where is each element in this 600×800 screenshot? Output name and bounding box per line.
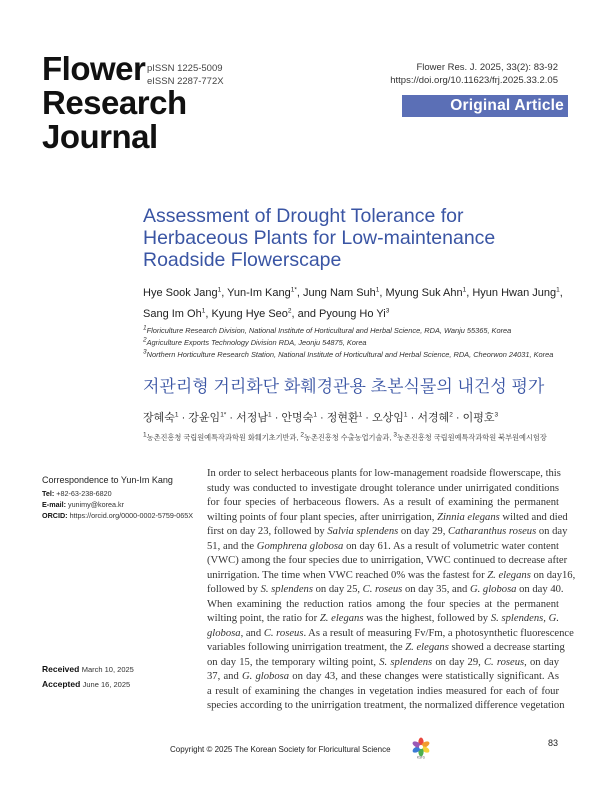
abstract xyxy=(207,467,576,714)
species-name: globosa xyxy=(207,627,241,639)
issn-block xyxy=(147,62,224,88)
affil-text: 농촌진흥청 국립원예특작과학원 북부원예시험장 xyxy=(396,433,547,442)
abstract-line: wilting points of four plant species, after unirrigation, Zinnia elegans wilted and died xyxy=(207,511,568,523)
affiliation xyxy=(143,349,583,361)
affil-text: Floriculture Research Division, National Institute of Horticultural and Herbal Science, RDA, Wanju 55365, Korea xyxy=(146,326,512,335)
author: Myung Suk Ahn xyxy=(385,287,463,299)
species-name: G. globosa xyxy=(469,584,517,595)
orcid-link[interactable]: https://orcid.org/0000-0002-5759-065X xyxy=(69,511,194,520)
affiliations-en xyxy=(143,325,583,361)
author-sup: 1 xyxy=(201,307,206,315)
corr-tel xyxy=(42,488,192,499)
abstract-line: (VWC) among the four species due to unirrigation, VWC continued to decrease after xyxy=(207,555,568,566)
authors-line: Sang Im Oh$^1$, Kyung Hye Seo$^2$, and Pyoung Ho Yi$^3$ xyxy=(143,307,390,320)
author-kr: 정현환 xyxy=(326,412,359,424)
author: Pyoung Ho Yi xyxy=(319,308,386,320)
abstract-line: 51, and the Gomphrena globosa on day 61. As a result of volumetric water content xyxy=(207,540,560,552)
abstract-line: first on day 23, followed by Salvia splendens on day 29, Catharanthus roseus on day xyxy=(207,526,568,537)
species-name: G. globosa xyxy=(241,671,290,682)
species-name: Catharanthus roseus xyxy=(448,526,537,537)
authors-kr: 장혜숙$^1$ · 강윤임$^{1*}$ · 서정남$^1$ · 안명숙$^1$ · 정현환$^1$ · 오상임$^1$ · 서경혜$^2$ · 이평호$^3$ xyxy=(143,411,499,424)
author-kr: 오상임 xyxy=(372,412,404,424)
tel-label: Tel: xyxy=(42,489,55,498)
author: Sang Im Oh xyxy=(143,308,202,320)
logo-text: KSFS xyxy=(417,755,425,759)
species-name: C. roseus xyxy=(362,584,403,595)
author-sup: 1 xyxy=(174,411,179,419)
author-sup: 2 xyxy=(449,411,453,419)
citation: Flower Res. J. 2025, 33(2): 83-92 xyxy=(416,62,558,73)
affil-text: 농촌진흥청 수출농업기술과, xyxy=(304,433,394,442)
journal-name-line: Research xyxy=(42,84,187,121)
abstract-line: a result of examining the changes in vegetation indies measured for each of four xyxy=(207,685,559,697)
abstract-line: on day 15, the temporary wilting point, S. splendens on day 29, C. roseus, on day xyxy=(207,656,560,668)
title-line: Assessment of Drought Tolerance for xyxy=(143,205,464,227)
page-number: 83 xyxy=(547,738,558,748)
society-logo-icon xyxy=(410,737,432,759)
article-type-banner: Original Article xyxy=(402,95,568,117)
author-kr: 서경혜 xyxy=(417,412,450,424)
affiliation xyxy=(143,337,583,349)
title-line: Roadside Flowerscape xyxy=(143,249,342,271)
author-sup: 1 xyxy=(375,286,380,294)
abstract-line: species according to the unirrigation treatment, the normalized difference vegetation xyxy=(207,700,565,711)
doi-link[interactable]: https://doi.org/10.11623/frj.2025.33.2.05 xyxy=(390,75,558,86)
author-sup: 3 xyxy=(385,307,390,315)
abstract-line: wilting point, the ratio for Z. elegans was the highest, followed by S. splendens, G. xyxy=(207,613,559,624)
author-sup: 1 xyxy=(268,411,272,419)
abstract-line: 37, and G. globosa on day 43, and these changes were statistically significant. As xyxy=(207,671,559,682)
species-name: C. roseus xyxy=(483,656,525,668)
affil-text: Northern Horticulture Research Station, National Institute of Horticultural and Herbal Science, RDA, Cheorwon 24031, Korea xyxy=(146,350,554,359)
correspondence-title: Correspondence to Yun-Im Kang xyxy=(42,475,173,485)
accepted-label: Accepted xyxy=(42,679,81,689)
abstract-line: unirrigation. The time when VWC reached 0% was the fastest for Z. elegans on day16, xyxy=(207,569,576,581)
author-sup: 1 xyxy=(556,286,560,294)
affil-text: Agriculture Exports Technology Division RDA, Jeonju 54875, Korea xyxy=(146,338,367,347)
title-line: Herbaceous Plants for Low-maintenance xyxy=(143,227,496,249)
affil-sup: 2 xyxy=(143,336,147,344)
affiliation xyxy=(143,325,583,337)
author-sup: 1 xyxy=(313,411,317,419)
received-date: March 10, 2025 xyxy=(81,665,134,674)
eissn: eISSN 2287-772X xyxy=(147,76,224,87)
author-kr: 안명숙 xyxy=(281,412,314,424)
author-sup: 1* xyxy=(290,286,297,294)
affil-text: 농촌진흥청 국립원예특작과학원 화훼기초기반과, xyxy=(146,433,301,442)
species-name: C. roseus xyxy=(263,627,304,639)
citation-block xyxy=(390,61,558,87)
species-name: Gomphrena globosa xyxy=(256,540,344,552)
species-name: S. splendens, G. xyxy=(490,613,559,624)
dates-block xyxy=(42,662,134,692)
correspondence-block xyxy=(42,475,192,521)
abstract-line: In order to select herbaceous plants for low-management roadside flowerscape, this xyxy=(207,468,561,479)
affil-sup: 1 xyxy=(143,324,147,332)
received-label: Received xyxy=(42,664,80,674)
species-name: Z. elegans xyxy=(405,642,449,653)
author-kr: 장혜숙 xyxy=(143,412,175,424)
author-sup: 1* xyxy=(220,411,227,419)
author-kr: 강윤임 xyxy=(188,412,221,424)
authors-en xyxy=(143,283,563,325)
abstract-line: study was conducted to investigate drought tolerance under unirrigated conditions xyxy=(207,482,559,494)
abstract-line: variables following unirrigation treatment, the Z. elegans showed a decrease starting xyxy=(207,642,565,653)
article-title-en xyxy=(143,205,563,271)
affil-sup: 3 xyxy=(143,348,147,356)
author-kr: 서정남 xyxy=(236,412,269,424)
author: Hyun Hwan Jung xyxy=(472,287,557,299)
author-sup: 1 xyxy=(403,411,408,419)
abstract-line: followed by S. splendens on day 25, C. roseus on day 35, and G. globosa on day 40. xyxy=(207,584,564,595)
author-sup: 1 xyxy=(358,411,363,419)
author-sup: 1 xyxy=(217,286,222,294)
email-link[interactable]: yunimy@korea.kr xyxy=(67,500,124,509)
species-name: Z. elegans xyxy=(487,569,531,581)
species-name: Zinnia elegans xyxy=(437,511,500,523)
corr-email xyxy=(42,499,192,510)
abstract-line: globosa, and C. roseus. As a result of measuring Fv/Fm, a photosynthetic fluorescence xyxy=(207,627,574,639)
species-name: S. splendens xyxy=(260,584,313,595)
tel-value: +82-63-238-6820 xyxy=(56,489,112,498)
author-sup: 2 xyxy=(287,307,292,315)
email-label: E-mail: xyxy=(42,500,66,509)
copyright: Copyright © 2025 The Korean Society for Floricultural Science xyxy=(170,745,391,754)
author-kr: 이평호 xyxy=(462,412,495,424)
author: Kyung Hye Seo xyxy=(211,308,288,320)
accepted-date: June 16, 2025 xyxy=(82,680,131,689)
author-sup: 1 xyxy=(462,286,467,294)
author: Jung Nam Suh xyxy=(303,287,376,299)
affiliations-kr xyxy=(143,432,547,444)
author: Yun-Im Kang xyxy=(227,287,291,299)
species-name: Z. elegans xyxy=(319,613,364,624)
affil-sup: 2 xyxy=(300,431,305,439)
corr-orcid xyxy=(42,510,192,521)
orcid-label: ORCID: xyxy=(42,511,68,520)
article-title-kr: 저관리형 거리화단 화훼경관용 초본식물의 내건성 평가 xyxy=(143,377,545,396)
abstract-line: for four species of herbaceous flowers. As a result of examining the permanent xyxy=(207,497,559,508)
journal-name-line: Flower xyxy=(42,50,146,87)
author-sup: 3 xyxy=(494,411,499,419)
affil-sup: 3 xyxy=(393,431,397,439)
species-name: S. splendens xyxy=(379,656,433,668)
abstract-line: When examining the reduction ratios among the four species at the permanent xyxy=(207,598,559,610)
pissn: pISSN 1225-5009 xyxy=(147,63,223,74)
author: Hye Sook Jang xyxy=(143,287,218,299)
species-name: Salvia splendens xyxy=(327,526,399,537)
journal-name-line: Journal xyxy=(42,118,158,155)
authors-line: Hye Sook Jang$^1$, Yun-Im Kang$^{1*}$, Jung Nam Suh$^1$, Myung Suk Ahn$^1$, Hyun Hwan Jung$^1$, xyxy=(143,286,563,299)
affil-sup: 1 xyxy=(143,431,147,439)
